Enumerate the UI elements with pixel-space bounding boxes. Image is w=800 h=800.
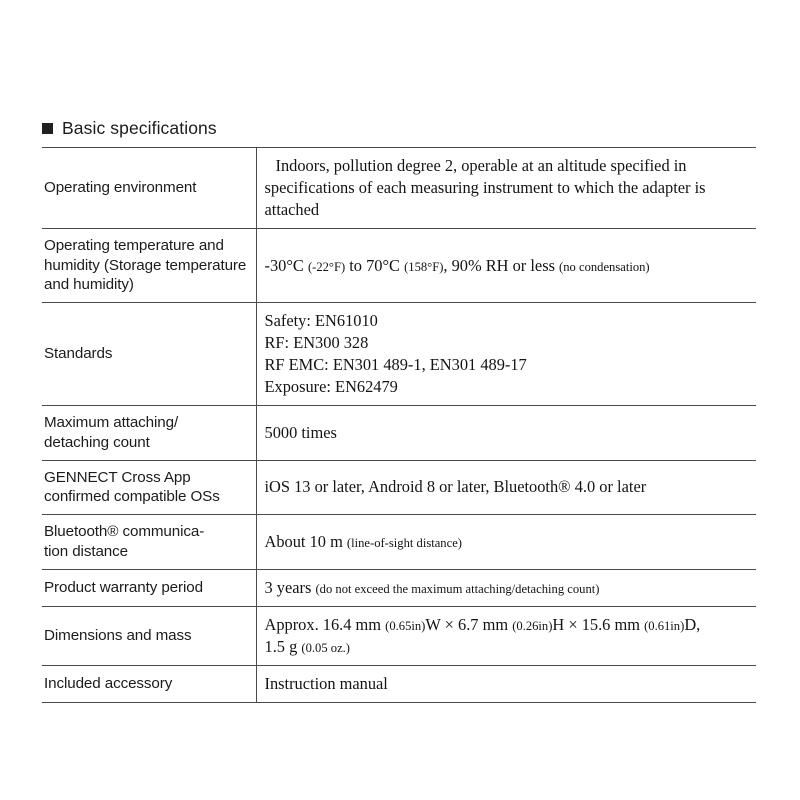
table-row (42, 665, 756, 702)
table-row (42, 148, 756, 229)
row-value-included-accessory: Instruction manual (264, 673, 388, 693)
section-heading-title: Basic specifications (62, 118, 217, 138)
row-value-bluetooth-distance (256, 515, 756, 570)
dim-width-inches: (0.65in) (385, 618, 426, 633)
label-line: Operating temperature and (44, 236, 224, 254)
temp-max: to 70°C (345, 255, 405, 275)
label-line: confirmed compatible OSs (44, 488, 220, 506)
standard-rf: RF: EN300 328 (264, 333, 369, 353)
label-line: humidity (Storage temperature (44, 256, 247, 274)
operating-environment-text: Indoors, pollution degree 2, operable at an altitude specified in specifications of each measuring instrument to which the adapter is attached (264, 156, 706, 219)
row-label-operating-temperature (42, 228, 256, 302)
row-value-gennect-compatible-os: iOS 13 or later, Android 8 or later, Bluetooth® 4.0 or later (264, 477, 647, 497)
row-value-warranty-period (256, 569, 756, 606)
label-line: GENNECT Cross App (44, 468, 191, 486)
bluetooth-distance-note: (line-of-sight distance) (346, 535, 462, 550)
mass-grams: 1.5 g (264, 636, 302, 656)
condensation-note: (no condensation) (559, 259, 650, 274)
dim-height: W × 6.7 mm (425, 614, 513, 634)
temp-min-fahrenheit: (-22°F) (307, 259, 346, 274)
row-value-standards (256, 303, 756, 406)
dim-depth-inches: (0.61in) (644, 618, 685, 633)
table-row (42, 228, 756, 302)
standard-safety: Safety: EN61010 (264, 311, 378, 331)
mass-ounces: (0.05 oz.) (301, 640, 351, 655)
humidity-value: , 90% RH or less (443, 255, 560, 275)
dim-height-inches: (0.26in) (512, 618, 553, 633)
label-line: tion distance (44, 542, 128, 560)
row-value-operating-environment (256, 148, 756, 229)
row-label-operating-environment: Operating environment (42, 148, 256, 229)
table-row (42, 515, 756, 570)
temp-max-fahrenheit: (158°F) (404, 259, 444, 274)
temp-min: -30°C (264, 255, 308, 275)
row-label-included-accessory: Included accessory (42, 665, 256, 702)
basic-specifications-table (42, 147, 756, 703)
label-line: Maximum attaching/ (44, 414, 179, 432)
dim-depth-suffix: D, (684, 614, 701, 634)
table-row (42, 569, 756, 606)
table-row (42, 606, 756, 665)
filled-square-icon (42, 123, 53, 134)
section-heading (42, 118, 217, 139)
label-line: and humidity) (44, 276, 134, 294)
table-row (42, 460, 756, 515)
mass-line (265, 636, 753, 658)
row-label-max-attaching-count (42, 406, 256, 461)
row-label-standards: Standards (42, 303, 256, 406)
warranty-note: (do not exceed the maximum attaching/detaching count) (315, 581, 600, 596)
row-value-max-attaching-count: 5000 times (264, 422, 337, 442)
table-row (42, 406, 756, 461)
row-label-dimensions-mass: Dimensions and mass (42, 606, 256, 665)
row-label-warranty-period: Product warranty period (42, 569, 256, 606)
label-line: detaching count (44, 433, 150, 451)
label-line: Bluetooth® communica- (44, 523, 205, 541)
dim-depth: H × 15.6 mm (552, 614, 645, 634)
row-value-dimensions-mass (256, 606, 756, 665)
row-value-operating-temperature (256, 228, 756, 302)
dimensions-line (265, 614, 753, 636)
row-label-gennect-compatible-os (42, 460, 256, 515)
standard-exposure: Exposure: EN62479 (264, 377, 398, 397)
standard-rf-emc: RF EMC: EN301 489-1, EN301 489-17 (264, 355, 527, 375)
table-row (42, 303, 756, 406)
bluetooth-distance-value: About 10 m (264, 531, 347, 551)
row-label-bluetooth-distance (42, 515, 256, 570)
dim-width: Approx. 16.4 mm (264, 614, 386, 634)
warranty-duration: 3 years (264, 577, 316, 597)
